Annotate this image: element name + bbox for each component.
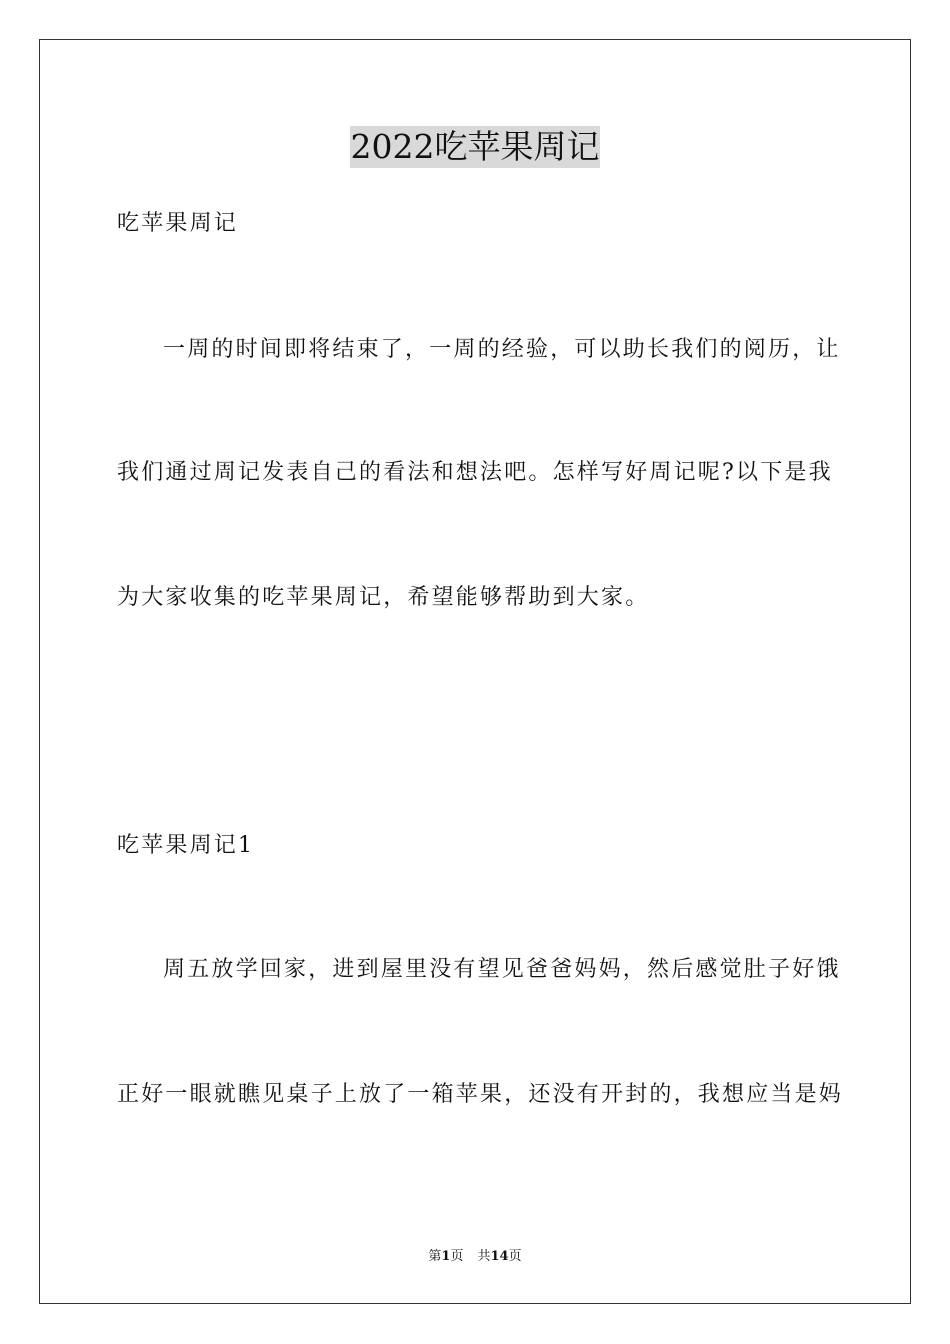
footer-page-suffix: 页 (450, 1249, 464, 1264)
intro-line-2: 我们通过周记发表自己的看法和想法吧。怎样写好周记呢?以下是我 (117, 460, 833, 485)
body-line-1: 周五放学回家，进到屋里没有望见爸爸妈妈，然后感觉肚子好饿 (163, 957, 841, 982)
document-title-wrap (0, 126, 950, 168)
footer-page-prefix: 第 (428, 1249, 442, 1264)
page-footer (0, 1249, 950, 1265)
footer-page-number: 1 (441, 1249, 451, 1264)
footer-total-pages: 14 (490, 1249, 509, 1264)
intro-line-1: 一周的时间即将结束了，一周的经验，可以助长我们的阅历，让 (163, 337, 841, 362)
intro-line-3: 为大家收集的吃苹果周记，希望能够帮助到大家。 (117, 585, 650, 610)
subtitle: 吃苹果周记 (117, 211, 239, 236)
section-heading: 吃苹果周记1 (117, 833, 255, 858)
body-line-2: 正好一眼就瞧见桌子上放了一箱苹果，还没有开封的，我想应当是妈 (117, 1082, 844, 1107)
footer-total-prefix: 共 (477, 1249, 491, 1264)
document-title: 2022吃苹果周记 (350, 127, 600, 166)
footer-total-suffix: 页 (508, 1249, 522, 1264)
